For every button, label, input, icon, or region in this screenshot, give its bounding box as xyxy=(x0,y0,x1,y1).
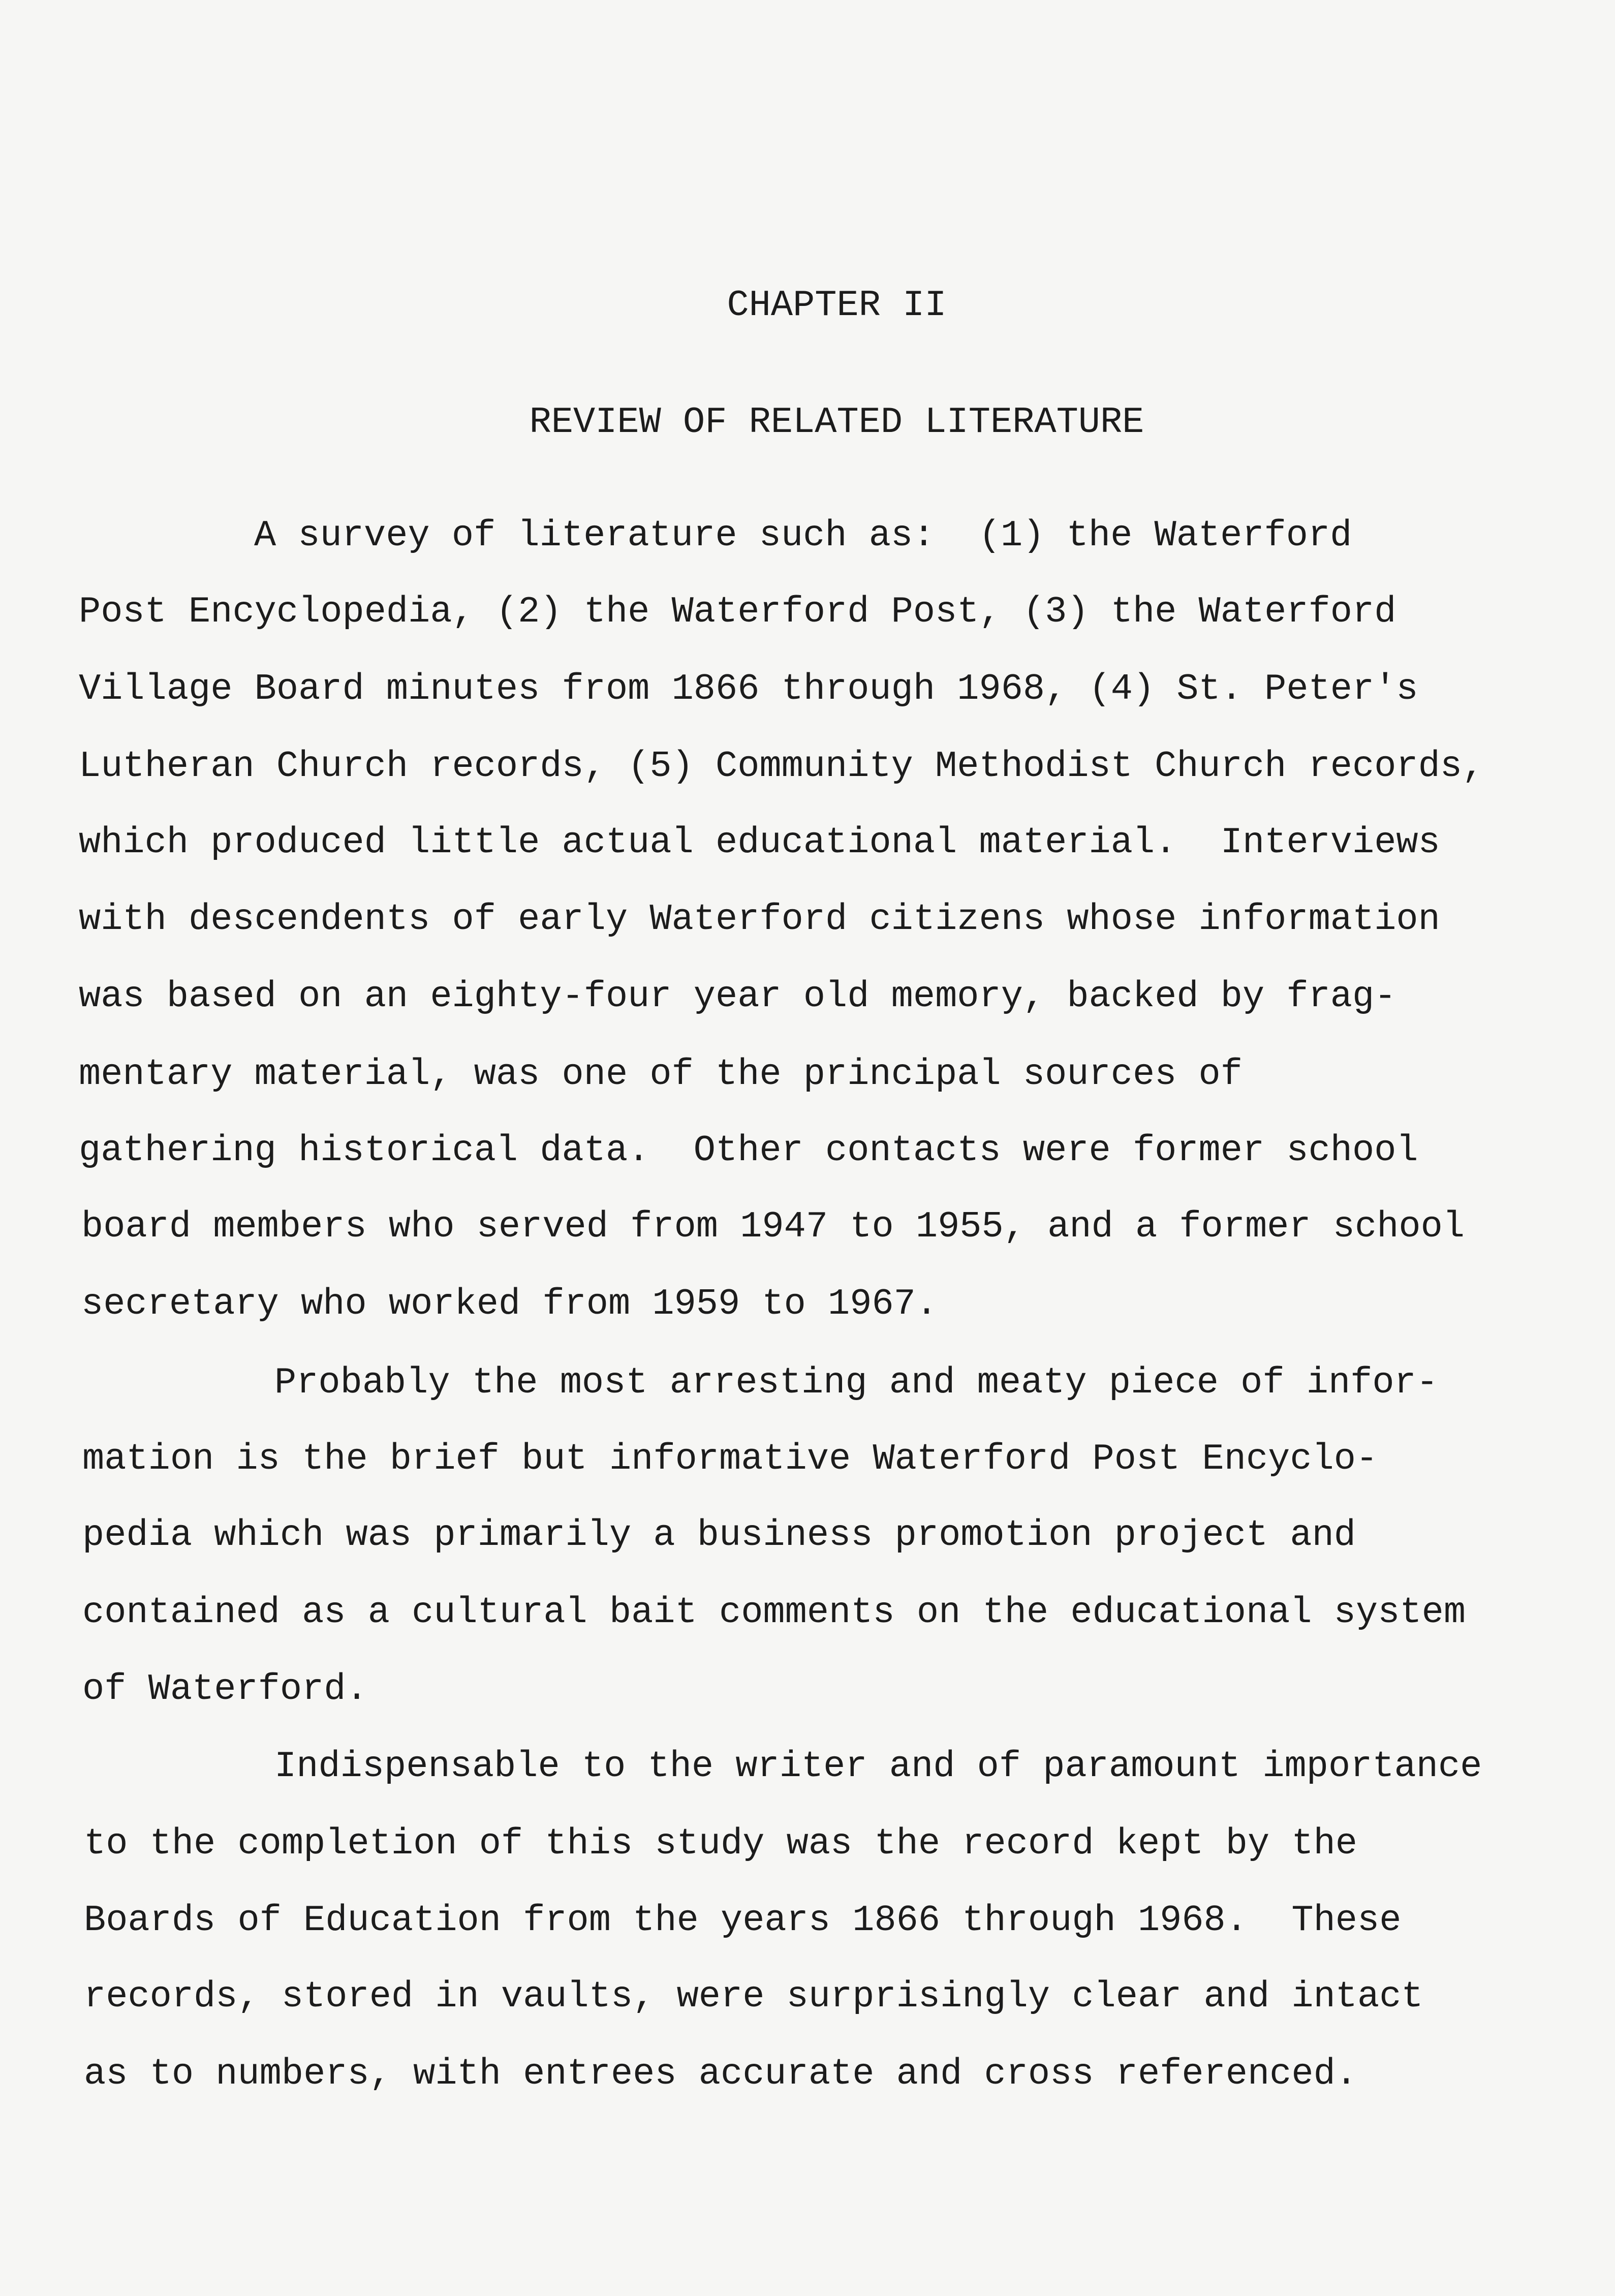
paragraph-1-line: was based on an eighty-four year old memory, backed by frag- xyxy=(79,976,1396,1017)
paragraph-3-line: as to numbers, with entrees accurate and cross referenced. xyxy=(84,2053,1358,2095)
chapter-title: REVIEW OF RELATED LITERATURE xyxy=(529,401,1144,443)
paragraph-3-line: Indispensable to the writer and of paramount importance xyxy=(274,1746,1482,1787)
paragraph-2-line: of Waterford. xyxy=(82,1668,368,1710)
paragraph-1-line: mentary material, was one of the principal sources of xyxy=(79,1053,1243,1095)
paragraph-1-line: which produced little actual educational material. Interviews xyxy=(79,822,1440,863)
paragraph-2-line: contained as a cultural bait comments on the educational system xyxy=(82,1592,1466,1633)
paragraph-2-line: mation is the brief but informative Waterford Post Encyclo- xyxy=(82,1438,1378,1480)
paragraph-1-line: Lutheran Church records, (5) Community Methodist Church records, xyxy=(79,746,1484,787)
paragraph-1-line: Village Board minutes from 1866 through 1968, (4) St. Peter's xyxy=(79,668,1418,710)
paragraph-1-line: board members who served from 1947 to 1955, and a former school xyxy=(81,1206,1465,1248)
paragraph-2-line: pedia which was primarily a business promotion project and xyxy=(82,1514,1356,1556)
paragraph-1-line: gathering historical data. Other contacts were former school xyxy=(79,1130,1418,1171)
paragraph-3-line: records, stored in vaults, were surprisingly clear and intact xyxy=(84,1976,1423,2018)
paragraph-2-line: Probably the most arresting and meaty piece of infor- xyxy=(274,1362,1438,1404)
paragraph-1-line: Post Encyclopedia, (2) the Waterford Post, (3) the Waterford xyxy=(79,591,1396,633)
paragraph-1-line: A survey of literature such as: (1) the Waterford xyxy=(254,515,1352,556)
chapter-heading: CHAPTER II xyxy=(727,285,947,326)
paragraph-3-line: to the completion of this study was the record kept by the xyxy=(84,1823,1358,1865)
paragraph-3-line: Boards of Education from the years 1866 through 1968. These xyxy=(84,1900,1402,1941)
paragraph-1-line: with descendents of early Waterford citizens whose information xyxy=(79,898,1440,940)
paragraph-1-line: secretary who worked from 1959 to 1967. xyxy=(81,1283,938,1325)
